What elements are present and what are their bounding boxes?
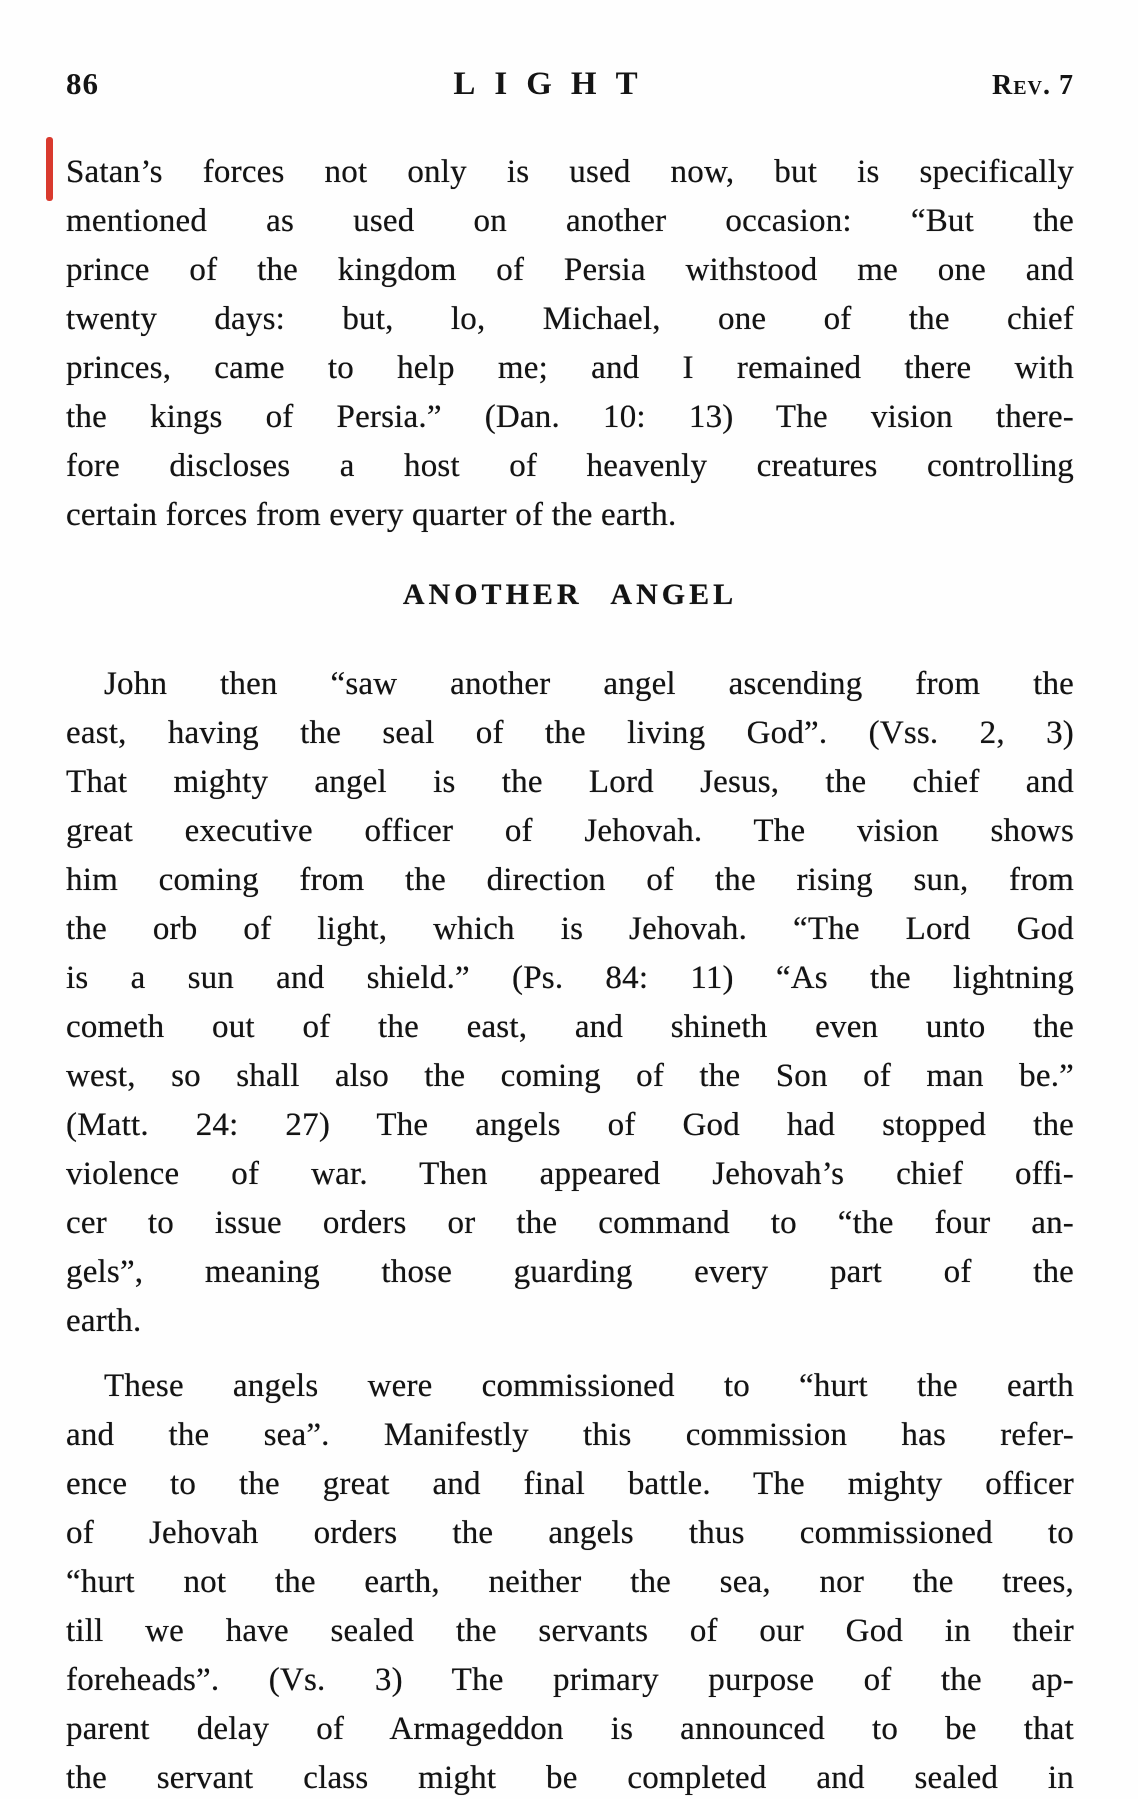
text-line: the orb of light, which is Jehovah. “The Lord God: [66, 911, 1074, 947]
text-line: That mighty angel is the Lord Jesus, the chief and: [66, 764, 1074, 800]
section-heading-another-angel: ANOTHER ANGEL: [402, 578, 738, 611]
paragraph-these-angels: [66, 1362, 1074, 1803]
text-line: parent delay of Armageddon is announced to be that: [66, 1711, 1074, 1747]
text-line: is a sun and shield.” (Ps. 84: 11) “As the lightning: [66, 960, 1074, 996]
text-line: the kings of Persia.” (Dan. 10: 13) The vision there-: [66, 399, 1074, 435]
text-line: John then “saw another angel ascending from the: [104, 666, 1074, 702]
book-title: LIGHT: [453, 66, 657, 102]
text-line: east, having the seal of the living God”. (Vss. 2, 3): [66, 715, 1074, 751]
text-line: (Matt. 24: 27) The angels of God had stopped the: [66, 1107, 1074, 1143]
chapter-reference: Rev. 7: [991, 70, 1074, 101]
text-line: cometh out of the east, and shineth even unto the: [66, 1009, 1074, 1045]
text-line: and the sea”. Manifestly this commission has refer-: [66, 1417, 1074, 1453]
paragraph-satans-forces: [66, 148, 1074, 540]
text-line: fore discloses a host of heavenly creatures controlling: [66, 448, 1074, 484]
text-line: foreheads”. (Vs. 3) The primary purpose of the ap-: [66, 1662, 1074, 1698]
text-line: earth.: [66, 1303, 142, 1339]
text-line: gels”, meaning those guarding every part of the: [66, 1254, 1074, 1290]
page-body: [66, 148, 1074, 1803]
text-line: cer to issue orders or the command to “the four an-: [66, 1205, 1074, 1241]
running-header: [66, 66, 1074, 102]
text-line: ence to the great and final battle. The mighty officer: [66, 1466, 1074, 1502]
text-line: These angels were commissioned to “hurt the earth: [104, 1368, 1074, 1404]
text-line: Satan’s forces not only is used now, but is specifically: [66, 154, 1074, 190]
text-line: the servant class might be completed and sealed in: [66, 1760, 1074, 1796]
text-line: violence of war. Then appeared Jehovah’s chief offi-: [66, 1156, 1074, 1192]
text-line: mentioned as used on another occasion: “But the: [66, 203, 1074, 239]
text-line: “hurt not the earth, neither the sea, nor the trees,: [66, 1564, 1074, 1600]
text-line: prince of the kingdom of Persia withstood me one and: [66, 252, 1074, 288]
red-margin-mark: [46, 137, 53, 201]
text-line: certain forces from every quarter of the earth.: [66, 497, 677, 533]
text-line: great executive officer of Jehovah. The vision shows: [66, 813, 1074, 849]
paragraph-john-then-saw: [66, 660, 1074, 1346]
text-line: till we have sealed the servants of our God in their: [66, 1613, 1074, 1649]
text-line: of Jehovah orders the angels thus commissioned to: [66, 1515, 1074, 1551]
text-line: him coming from the direction of the rising sun, from: [66, 862, 1074, 898]
text-line: princes, came to help me; and I remained there with: [66, 350, 1074, 386]
page-number: 86: [66, 66, 99, 101]
text-line: west, so shall also the coming of the Son of man be.”: [66, 1058, 1074, 1094]
text-line: twenty days: but, lo, Michael, one of the chief: [66, 301, 1074, 337]
